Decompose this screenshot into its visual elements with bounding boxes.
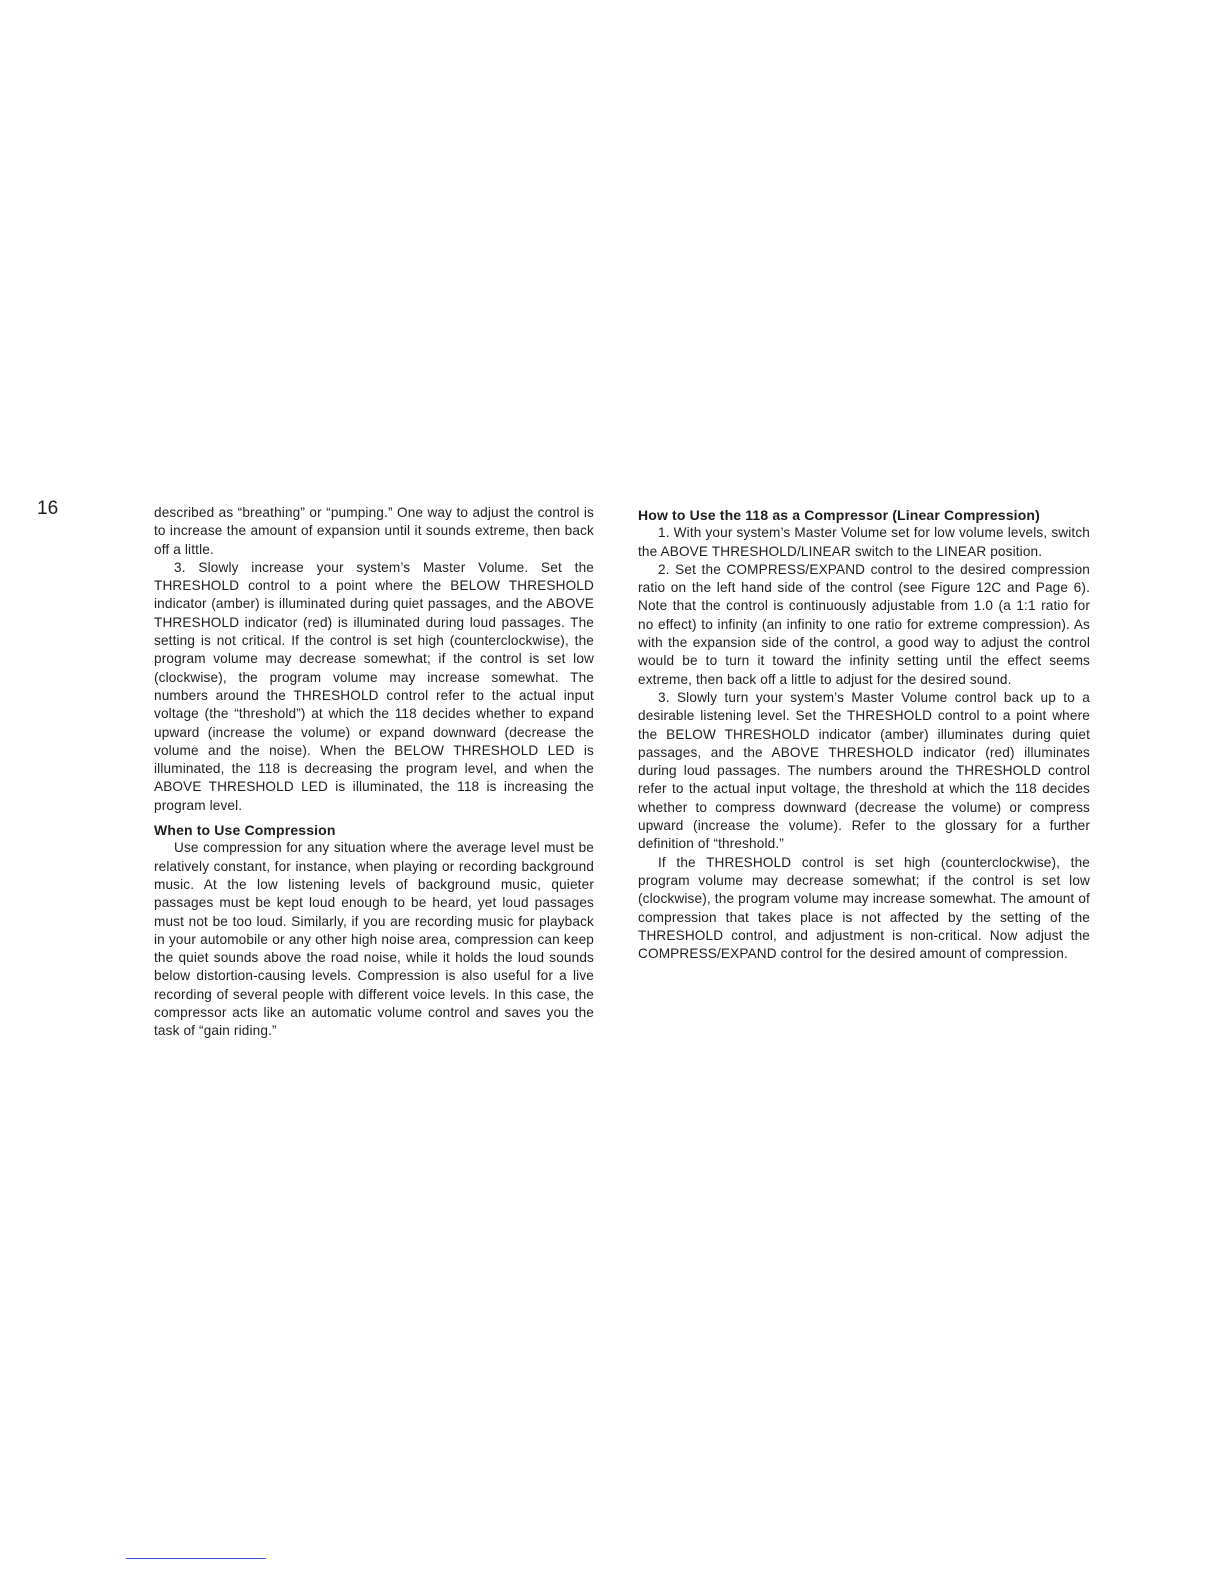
heading-when-to-use-compression: When to Use Compression: [154, 822, 336, 839]
paragraph-step-2: 2. Set the COMPRESS/EXPAND control to the desired compression ratio on the left hand side of the control (see Figure 12C and Page 6). Note that the control is continuously adjustable from 1.0 (a 1:1 ratio for no effect) to infinity (an infinity to one ratio for extreme compression). As with the expansion side of the control, a good way to adjust the control would be to turn it toward the infinity setting until the effect seems extreme, then back off a little to adjust for the desired sound.: [638, 561, 1090, 687]
right-column: [638, 506, 1090, 963]
page-number: 16: [37, 498, 59, 519]
left-column: [154, 504, 594, 1041]
footer-rule: [126, 1558, 266, 1559]
paragraph-compression-uses: Use compression for any situation where the average level must be relatively constant, for instance, when playing or recording background music. At the low listening levels of background music, quieter passages must be kept loud enough to be heard, yet loud passages must not be too loud. Similarly, if you are recording music for playback in your automobile or any other high noise area, compression can keep the quiet sounds above the road noise, while it holds the loud sounds below distortion-causing levels. Compression is also useful for a live recording of several people with different voice levels. In this case, the compressor acts like an automatic volume control and saves you the task of “gain riding.”: [154, 840, 594, 1039]
paragraph-breathing: described as “breathing” or “pumping.” One way to adjust the control is to increase the amount of expansion until it sounds extreme, then back off a little.: [154, 505, 594, 557]
paragraph-threshold-setting: If the THRESHOLD control is set high (counterclockwise), the program volume may decrease somewhat; if the control is set low (clockwise), the program volume may increase somewhat. The amount of compression that takes place is not affected by the setting of the THRESHOLD control, and adjustment is non-critical. Now adjust the COMPRESS/EXPAND control for the desired amount of compression.: [638, 854, 1090, 962]
paragraph-step-3: 3. Slowly turn your system’s Master Volume control back up to a desirable listening level. Set the THRESHOLD control to a point where the BELOW THRESHOLD indicator (amber) illuminates during quiet passages, and the ABOVE THRESHOLD indicator (red) illuminates during loud passages. The numbers around the THRESHOLD control refer to the actual input voltage, the threshold at which the 118 decides whether to compress downward (decrease the volume) or compress upward (increase the volume). Refer to the glossary for a further definition of “threshold.”: [638, 689, 1090, 852]
paragraph-step-3-expansion: 3. Slowly increase your system’s Master Volume. Set the THRESHOLD control to a point where the BELOW THRESHOLD indicator (amber) is illuminated during quiet passages, and the ABOVE THRESHOLD indicator (red) is illuminated during loud passages. The setting is not critical. If the control is set high (counterclockwise), the program volume may decrease somewhat; if the control is set low (clockwise), the program volume may increase somewhat. The numbers around the THRESHOLD control refer to the actual input voltage (the “threshold”) at which the 118 decides whether to expand upward (increase the volume) or expand downward (decrease the volume and the noise). When the BELOW THRESHOLD LED is illuminated, the 118 is decreasing the program level, and when the ABOVE THRESHOLD LED is illuminated, the 118 is increasing the program level.: [154, 559, 594, 813]
heading-how-to-use-compressor: How to Use the 118 as a Compressor (Linear Compression): [638, 507, 1040, 523]
paragraph-step-1: 1. With your system’s Master Volume set for low volume levels, switch the ABOVE THRESHOLD/LINEAR switch to the LINEAR position.: [638, 525, 1090, 559]
